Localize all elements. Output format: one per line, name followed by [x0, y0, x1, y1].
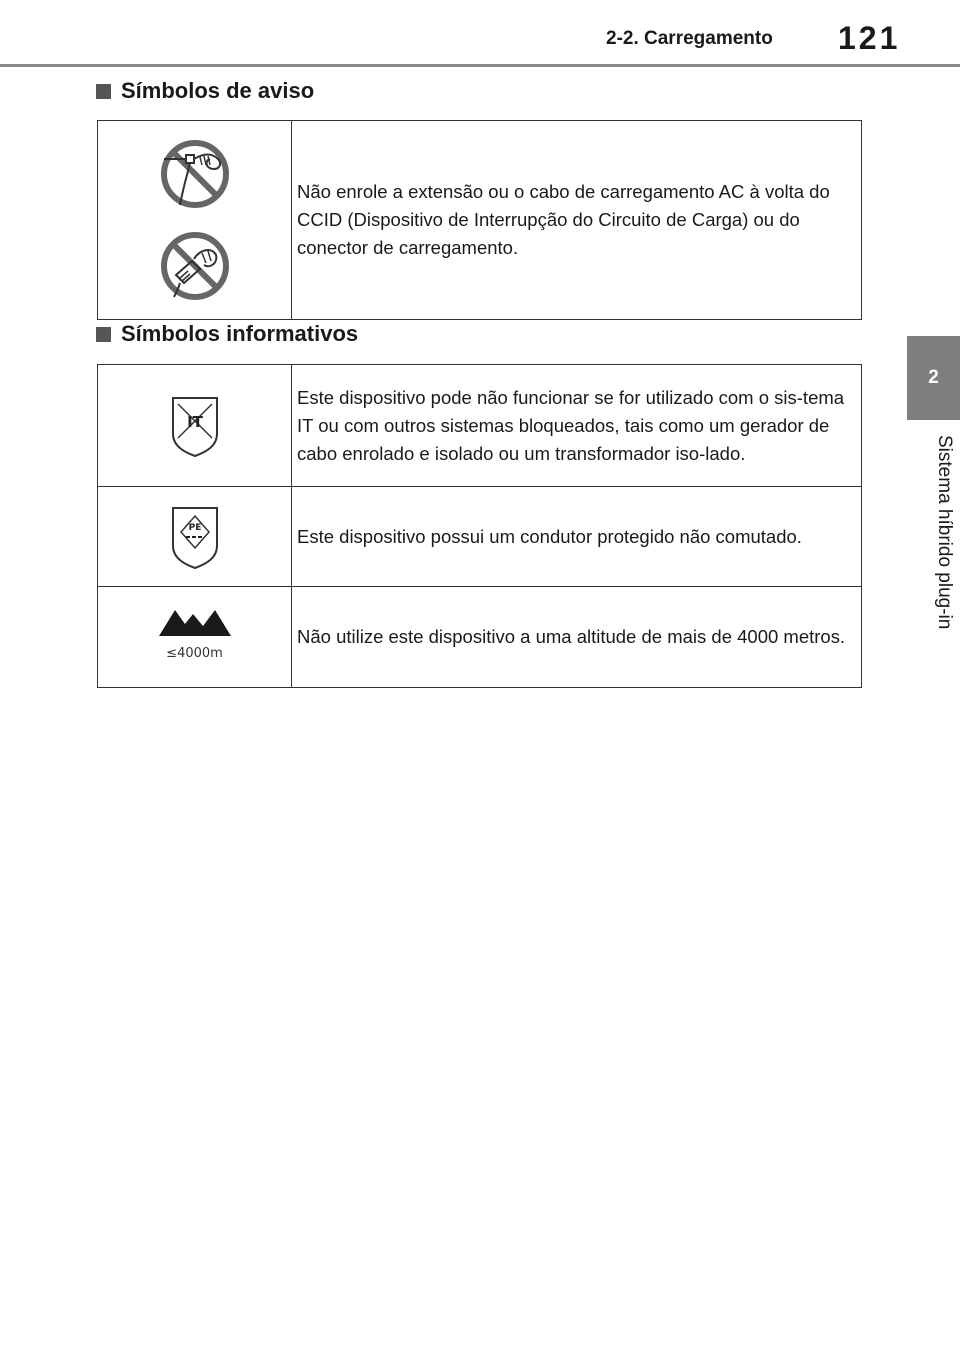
- info-text-cell: Não utilize este dispositivo a uma altitude de mais de 4000 metros.: [292, 587, 862, 688]
- warning-text-cell: Não enrole a extensão ou o cabo de carregamento AC à volta do CCID (Dispositivo de Interrupção do Circuito de Carga) ou do conector de carregamento.: [292, 121, 862, 320]
- square-bullet-icon: [96, 327, 111, 342]
- info-icon-cell: [98, 365, 292, 487]
- header-divider: [0, 64, 960, 67]
- warning-section-title: [96, 78, 314, 104]
- it-icon-label: IT: [186, 412, 203, 431]
- table-row: [98, 121, 862, 320]
- chapter-tab: [907, 336, 960, 420]
- info-icon-cell: [98, 487, 292, 587]
- warning-icon-cell: [98, 121, 292, 320]
- page-number: 121: [838, 20, 901, 56]
- info-text-cell: Este dispositivo possui um condutor protegido não comutado.: [292, 487, 862, 587]
- info-text-cell: Este dispositivo pode não funcionar se for utilizado com o sis-tema IT ou com outros sistemas bloqueados, tais como um gerador de cabo enrolado e isolado ou um transformador iso-lado.: [292, 365, 862, 487]
- table-row: [98, 587, 862, 688]
- square-bullet-icon: [96, 84, 111, 99]
- altitude-mountain-icon: [159, 606, 231, 638]
- header-section-title: 2-2. Carregamento: [606, 28, 773, 49]
- table-row: [98, 487, 862, 587]
- pe-icon-label: PE: [188, 522, 201, 533]
- no-coil-extension-cable-icon: [160, 139, 230, 209]
- info-section-title: [96, 321, 358, 347]
- chapter-label: Sistema híbrido plug-in: [934, 435, 955, 630]
- no-coil-charging-connector-icon: [160, 231, 230, 301]
- warning-symbols-table: [97, 120, 862, 320]
- info-icon-cell: [98, 587, 292, 688]
- altitude-icon-label: ≤4000m: [166, 646, 223, 661]
- warning-section-title-text: Símbolos de aviso: [121, 78, 315, 103]
- chapter-number: 2: [928, 367, 939, 388]
- pe-conductor-shield-icon: [170, 504, 220, 570]
- table-row: [98, 365, 862, 487]
- info-section-title-text: Símbolos informativos: [121, 321, 359, 346]
- info-symbols-table: [97, 364, 862, 688]
- it-system-shield-icon: [170, 394, 220, 458]
